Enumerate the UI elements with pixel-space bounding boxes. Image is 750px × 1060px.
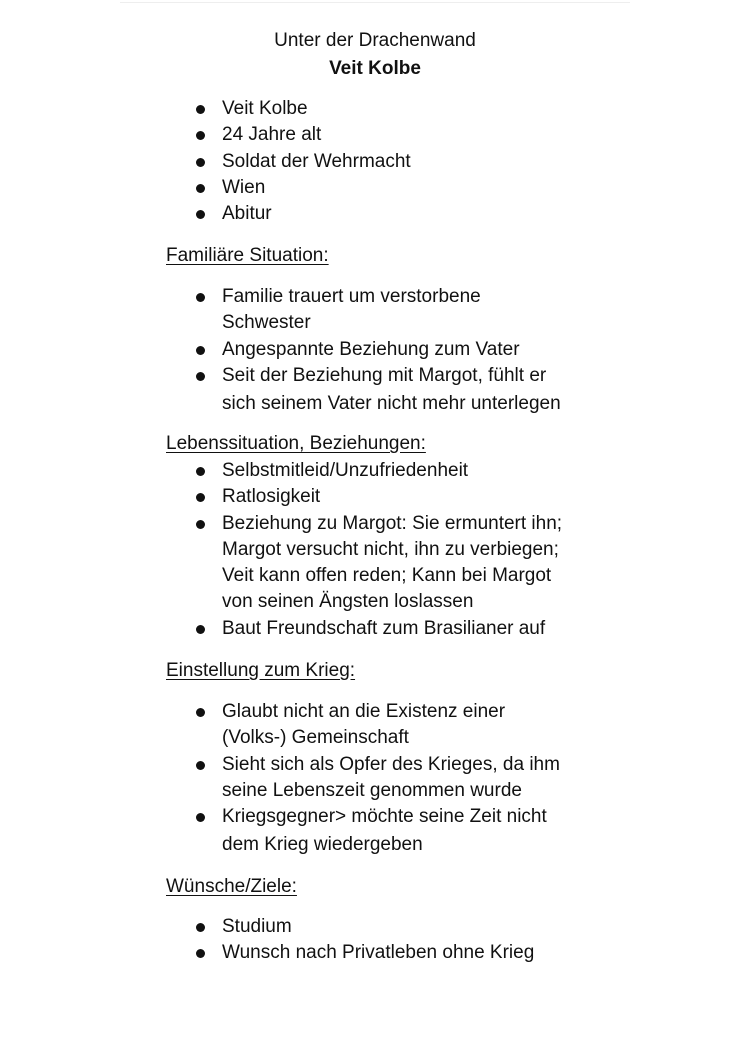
list-item: 24 Jahre alt <box>0 122 602 148</box>
top-divider <box>120 2 630 3</box>
list-item: Angespannte Beziehung zum Vater <box>0 337 602 363</box>
life-list <box>0 458 750 642</box>
bullet-icon <box>196 184 205 193</box>
bullet-icon <box>196 520 205 529</box>
war-list <box>0 699 750 859</box>
list-item: Seit der Beziehung mit Margot, fühlt er sich seinem Vater nicht mehr unterlegen <box>0 363 602 418</box>
bullet-icon <box>196 293 205 302</box>
bullet-icon <box>196 708 205 717</box>
list-item: Beziehung zu Margot: Sie ermuntert ihn; Margot versucht nicht, ihn zu verbiegen; Veit kann offen reden; Kann bei Margot von seinen Ängsten loslassen <box>0 511 602 616</box>
list-item: Familie trauert um verstorbene Schwester <box>0 284 602 337</box>
document-title: Unter der Drachenwand <box>274 30 476 51</box>
section-heading-war: Einstellung zum Krieg: <box>166 660 356 681</box>
list-item: Wunsch nach Privatleben ohne Krieg <box>0 940 602 966</box>
intro-list <box>0 96 750 227</box>
list-item: Veit Kolbe <box>0 96 602 122</box>
section-heading-family: Familiäre Situation: <box>166 245 329 266</box>
list-item: Sieht sich als Opfer des Krieges, da ihm seine Lebenszeit genommen wurde <box>0 752 602 805</box>
bullet-icon <box>196 949 205 958</box>
bullet-icon <box>196 923 205 932</box>
section-heading-goals: Wünsche/Ziele: <box>166 876 297 897</box>
document-subtitle: Veit Kolbe <box>329 58 421 79</box>
bullet-icon <box>196 158 205 167</box>
bullet-icon <box>196 372 205 381</box>
list-item: Wien <box>0 175 602 201</box>
bullet-icon <box>196 210 205 219</box>
list-item: Kriegsgegner> möchte seine Zeit nicht dem Krieg wiedergeben <box>0 804 602 859</box>
list-item: Selbstmitleid/Unzufriedenheit <box>0 458 602 484</box>
bullet-icon <box>196 346 205 355</box>
list-item: Baut Freundschaft zum Brasilianer auf <box>0 616 602 642</box>
list-item: Abitur <box>0 201 602 227</box>
bullet-icon <box>196 467 205 476</box>
section-heading-life: Lebenssituation, Beziehungen: <box>166 433 426 454</box>
bullet-icon <box>196 493 205 502</box>
bullet-icon <box>196 813 205 822</box>
list-item: Ratlosigkeit <box>0 484 602 510</box>
bullet-icon <box>196 761 205 770</box>
list-item: Glaubt nicht an die Existenz einer (Volks-) Gemeinschaft <box>0 699 602 752</box>
bullet-icon <box>196 625 205 634</box>
list-item: Studium <box>0 914 602 940</box>
family-list <box>0 284 750 417</box>
goals-list <box>0 914 750 967</box>
bullet-icon <box>196 105 205 114</box>
list-item: Soldat der Wehrmacht <box>0 149 602 175</box>
bullet-icon <box>196 131 205 140</box>
